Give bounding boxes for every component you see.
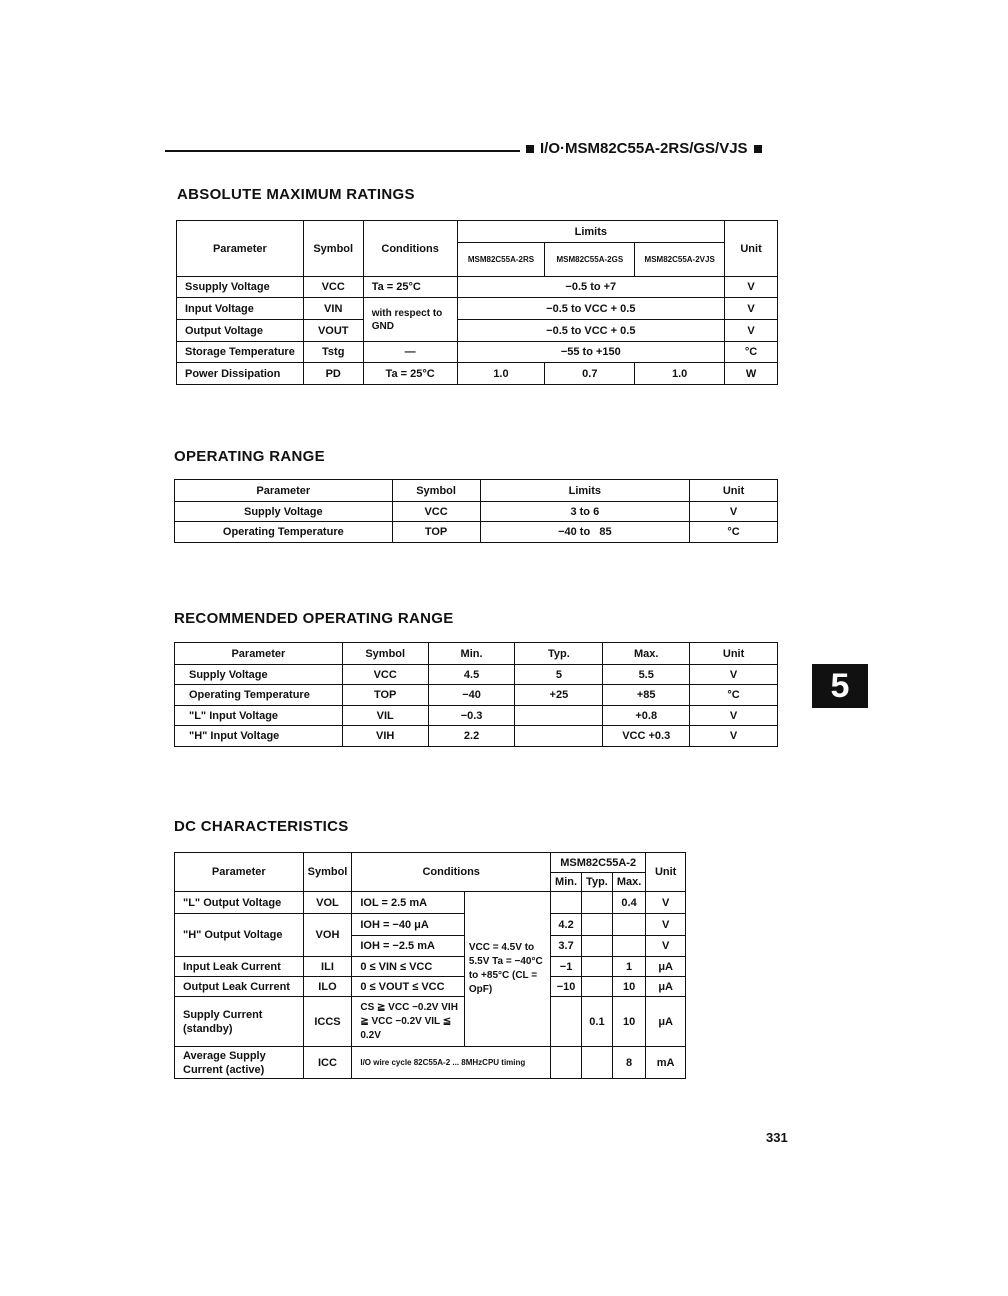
dc-cond: 0 ≤ VOUT ≤ VCC xyxy=(352,977,464,997)
dc-unit: mA xyxy=(646,1047,686,1079)
abs-row-symbol: PD xyxy=(303,363,363,385)
abs-row-limit: −55 to +150 xyxy=(457,342,725,363)
dc-cond: IOL = 2.5 mA xyxy=(352,892,464,914)
rec-cell: +25 xyxy=(515,685,603,706)
dc-cond: 0 ≤ VIN ≤ VCC xyxy=(352,957,464,977)
dc-cond: IOH = −40 μA xyxy=(352,914,464,936)
rec-cell: 4.5 xyxy=(428,665,515,685)
rec-h: Parameter xyxy=(175,643,343,665)
dc-min xyxy=(551,997,582,1047)
rec-cell: VIL xyxy=(342,706,428,726)
section-title-rec-range: RECOMMENDED OPERATING RANGE xyxy=(174,610,454,627)
rec-cell: V xyxy=(690,706,778,726)
dc-typ xyxy=(582,914,613,936)
rec-cell: VCC xyxy=(342,665,428,685)
dc-cond: IOH = −2.5 mA xyxy=(352,936,464,957)
rec-cell: VCC +0.3 xyxy=(603,726,690,747)
dc-min: −1 xyxy=(551,957,582,977)
rec-cell: 5.5 xyxy=(603,665,690,685)
page-header xyxy=(520,140,768,157)
op-cell: °C xyxy=(690,522,778,543)
dc-max: 10 xyxy=(612,997,645,1047)
abs-row-symbol: VOUT xyxy=(303,320,363,342)
op-cell: V xyxy=(690,502,778,522)
dc-max xyxy=(612,914,645,936)
abs-row-param: Input Voltage xyxy=(177,298,304,320)
dc-symbol: VOL xyxy=(303,892,352,914)
section-title-abs-max: ABSOLUTE MAXIMUM RATINGS xyxy=(177,186,415,203)
rec-cell: TOP xyxy=(342,685,428,706)
rec-cell: "H" Input Voltage xyxy=(175,726,343,747)
op-cell: 3 to 6 xyxy=(480,502,690,522)
dc-typ xyxy=(582,892,613,914)
dc-min xyxy=(551,1047,582,1079)
dc-h-min: Min. xyxy=(551,873,582,892)
dc-unit: μA xyxy=(646,957,686,977)
abs-h-param: Parameter xyxy=(177,221,304,277)
abs-cond-respect: with respect to GND xyxy=(363,298,457,342)
abs-row-param: Output Voltage xyxy=(177,320,304,342)
dc-max: 1 xyxy=(612,957,645,977)
header-title: I/O·MSM82C55A-2RS/GS/VJS xyxy=(540,140,748,157)
dc-typ xyxy=(582,1047,613,1079)
abs-row-unit: W xyxy=(725,363,778,385)
abs-h-gs: MSM82C55A-2GS xyxy=(545,243,635,277)
abs-row-limit-gs: 0.7 xyxy=(545,363,635,385)
rec-h: Symbol xyxy=(342,643,428,665)
abs-row-limit: −0.5 to VCC + 0.5 xyxy=(457,298,725,320)
section-title-op-range: OPERATING RANGE xyxy=(174,448,325,465)
abs-h-vjs: MSM82C55A-2VJS xyxy=(635,243,725,277)
dc-symbol: ICCS xyxy=(303,997,352,1047)
dc-symbol: VOH xyxy=(303,914,352,957)
dc-param: Input Leak Current xyxy=(175,957,304,977)
section-title-dc: DC CHARACTERISTICS xyxy=(174,818,349,835)
dc-common-conditions: VCC = 4.5V to 5.5V Ta = −40°C to +85°C (CL = OpF) xyxy=(464,892,550,1047)
rec-cell xyxy=(515,726,603,747)
dc-unit: V xyxy=(646,914,686,936)
dc-unit: V xyxy=(646,936,686,957)
dc-unit: μA xyxy=(646,977,686,997)
rec-h: Min. xyxy=(428,643,515,665)
rec-cell: −0.3 xyxy=(428,706,515,726)
dc-param: Output Leak Current xyxy=(175,977,304,997)
dc-min: 3.7 xyxy=(551,936,582,957)
dc-unit: μA xyxy=(646,997,686,1047)
dc-symbol: ILI xyxy=(303,957,352,977)
rec-cell: +0.8 xyxy=(603,706,690,726)
dc-cond: CS ≧ VCC −0.2V VIH ≧ VCC −0.2V VIL ≦ 0.2V xyxy=(352,997,464,1047)
abs-row-limit-rs: 1.0 xyxy=(457,363,545,385)
dc-param: "H" Output Voltage xyxy=(175,914,304,957)
op-h-unit: Unit xyxy=(690,480,778,502)
op-cell: −40 to 85 xyxy=(480,522,690,543)
dc-h-device: MSM82C55A-2 xyxy=(551,853,646,873)
rec-cell: Supply Voltage xyxy=(175,665,343,685)
op-h-symbol: Symbol xyxy=(392,480,480,502)
rec-cell: 5 xyxy=(515,665,603,685)
rec-cell xyxy=(515,706,603,726)
dc-param: Supply Current (standby) xyxy=(175,997,304,1047)
abs-cond-ta: Ta = 25°C xyxy=(363,277,457,298)
rec-cell: °C xyxy=(690,685,778,706)
abs-row-unit: °C xyxy=(725,342,778,363)
abs-h-rs: MSM82C55A-2RS xyxy=(457,243,545,277)
dc-h-symbol: Symbol xyxy=(303,853,352,892)
rec-h: Typ. xyxy=(515,643,603,665)
abs-row-cond: — xyxy=(363,342,457,363)
dc-min: 4.2 xyxy=(551,914,582,936)
abs-h-conditions: Conditions xyxy=(363,221,457,277)
dc-param: "L" Output Voltage xyxy=(175,892,304,914)
abs-row-limit: −0.5 to +7 xyxy=(457,277,725,298)
dc-table xyxy=(174,852,686,1079)
square-bullet-icon xyxy=(526,145,534,153)
abs-h-unit: Unit xyxy=(725,221,778,277)
abs-row-unit: V xyxy=(725,277,778,298)
rec-cell: 2.2 xyxy=(428,726,515,747)
op-h-param: Parameter xyxy=(175,480,393,502)
op-cell: TOP xyxy=(392,522,480,543)
abs-max-table xyxy=(176,220,778,385)
dc-typ xyxy=(582,936,613,957)
rec-cell: "L" Input Voltage xyxy=(175,706,343,726)
abs-row-param: Ssupply Voltage xyxy=(177,277,304,298)
abs-row-limit-vjs: 1.0 xyxy=(635,363,725,385)
abs-row-unit: V xyxy=(725,298,778,320)
dc-cond: I/O wire cycle 82C55A-2 ... 8MHzCPU timing xyxy=(352,1047,551,1079)
abs-row-symbol: Tstg xyxy=(303,342,363,363)
dc-max: 0.4 xyxy=(612,892,645,914)
op-cell: VCC xyxy=(392,502,480,522)
dc-h-typ: Typ. xyxy=(582,873,613,892)
dc-h-max: Max. xyxy=(612,873,645,892)
dc-symbol: ICC xyxy=(303,1047,352,1079)
dc-max: 8 xyxy=(612,1047,645,1079)
dc-unit: V xyxy=(646,892,686,914)
abs-row-symbol: VCC xyxy=(303,277,363,298)
dc-h-conditions: Conditions xyxy=(352,853,551,892)
square-bullet-icon xyxy=(754,145,762,153)
dc-max: 10 xyxy=(612,977,645,997)
rec-cell: −40 xyxy=(428,685,515,706)
dc-typ xyxy=(582,977,613,997)
abs-row-cond: Ta = 25°C xyxy=(363,363,457,385)
rec-h: Unit xyxy=(690,643,778,665)
header-rule xyxy=(165,150,520,152)
rec-cell: VIH xyxy=(342,726,428,747)
rec-cell: V xyxy=(690,665,778,685)
abs-row-unit: V xyxy=(725,320,778,342)
rec-cell: V xyxy=(690,726,778,747)
abs-h-limits: Limits xyxy=(457,221,725,243)
dc-min: −10 xyxy=(551,977,582,997)
op-cell: Operating Temperature xyxy=(175,522,393,543)
op-h-limits: Limits xyxy=(480,480,690,502)
abs-row-param: Power Dissipation xyxy=(177,363,304,385)
op-cell: Supply Voltage xyxy=(175,502,393,522)
dc-min xyxy=(551,892,582,914)
page-number: 331 xyxy=(766,1130,788,1145)
chapter-tab-marker: 5 xyxy=(812,664,868,708)
rec-range-table xyxy=(174,642,778,747)
dc-symbol: ILO xyxy=(303,977,352,997)
abs-h-symbol: Symbol xyxy=(303,221,363,277)
rec-h: Max. xyxy=(603,643,690,665)
op-range-table xyxy=(174,479,778,543)
abs-row-limit: −0.5 to VCC + 0.5 xyxy=(457,320,725,342)
dc-max xyxy=(612,936,645,957)
dc-typ xyxy=(582,957,613,977)
abs-row-symbol: VIN xyxy=(303,298,363,320)
abs-row-param: Storage Temperature xyxy=(177,342,304,363)
rec-cell: Operating Temperature xyxy=(175,685,343,706)
dc-typ: 0.1 xyxy=(582,997,613,1047)
dc-param: Average Supply Current (active) xyxy=(175,1047,304,1079)
dc-h-param: Parameter xyxy=(175,853,304,892)
dc-h-unit: Unit xyxy=(646,853,686,892)
rec-cell: +85 xyxy=(603,685,690,706)
